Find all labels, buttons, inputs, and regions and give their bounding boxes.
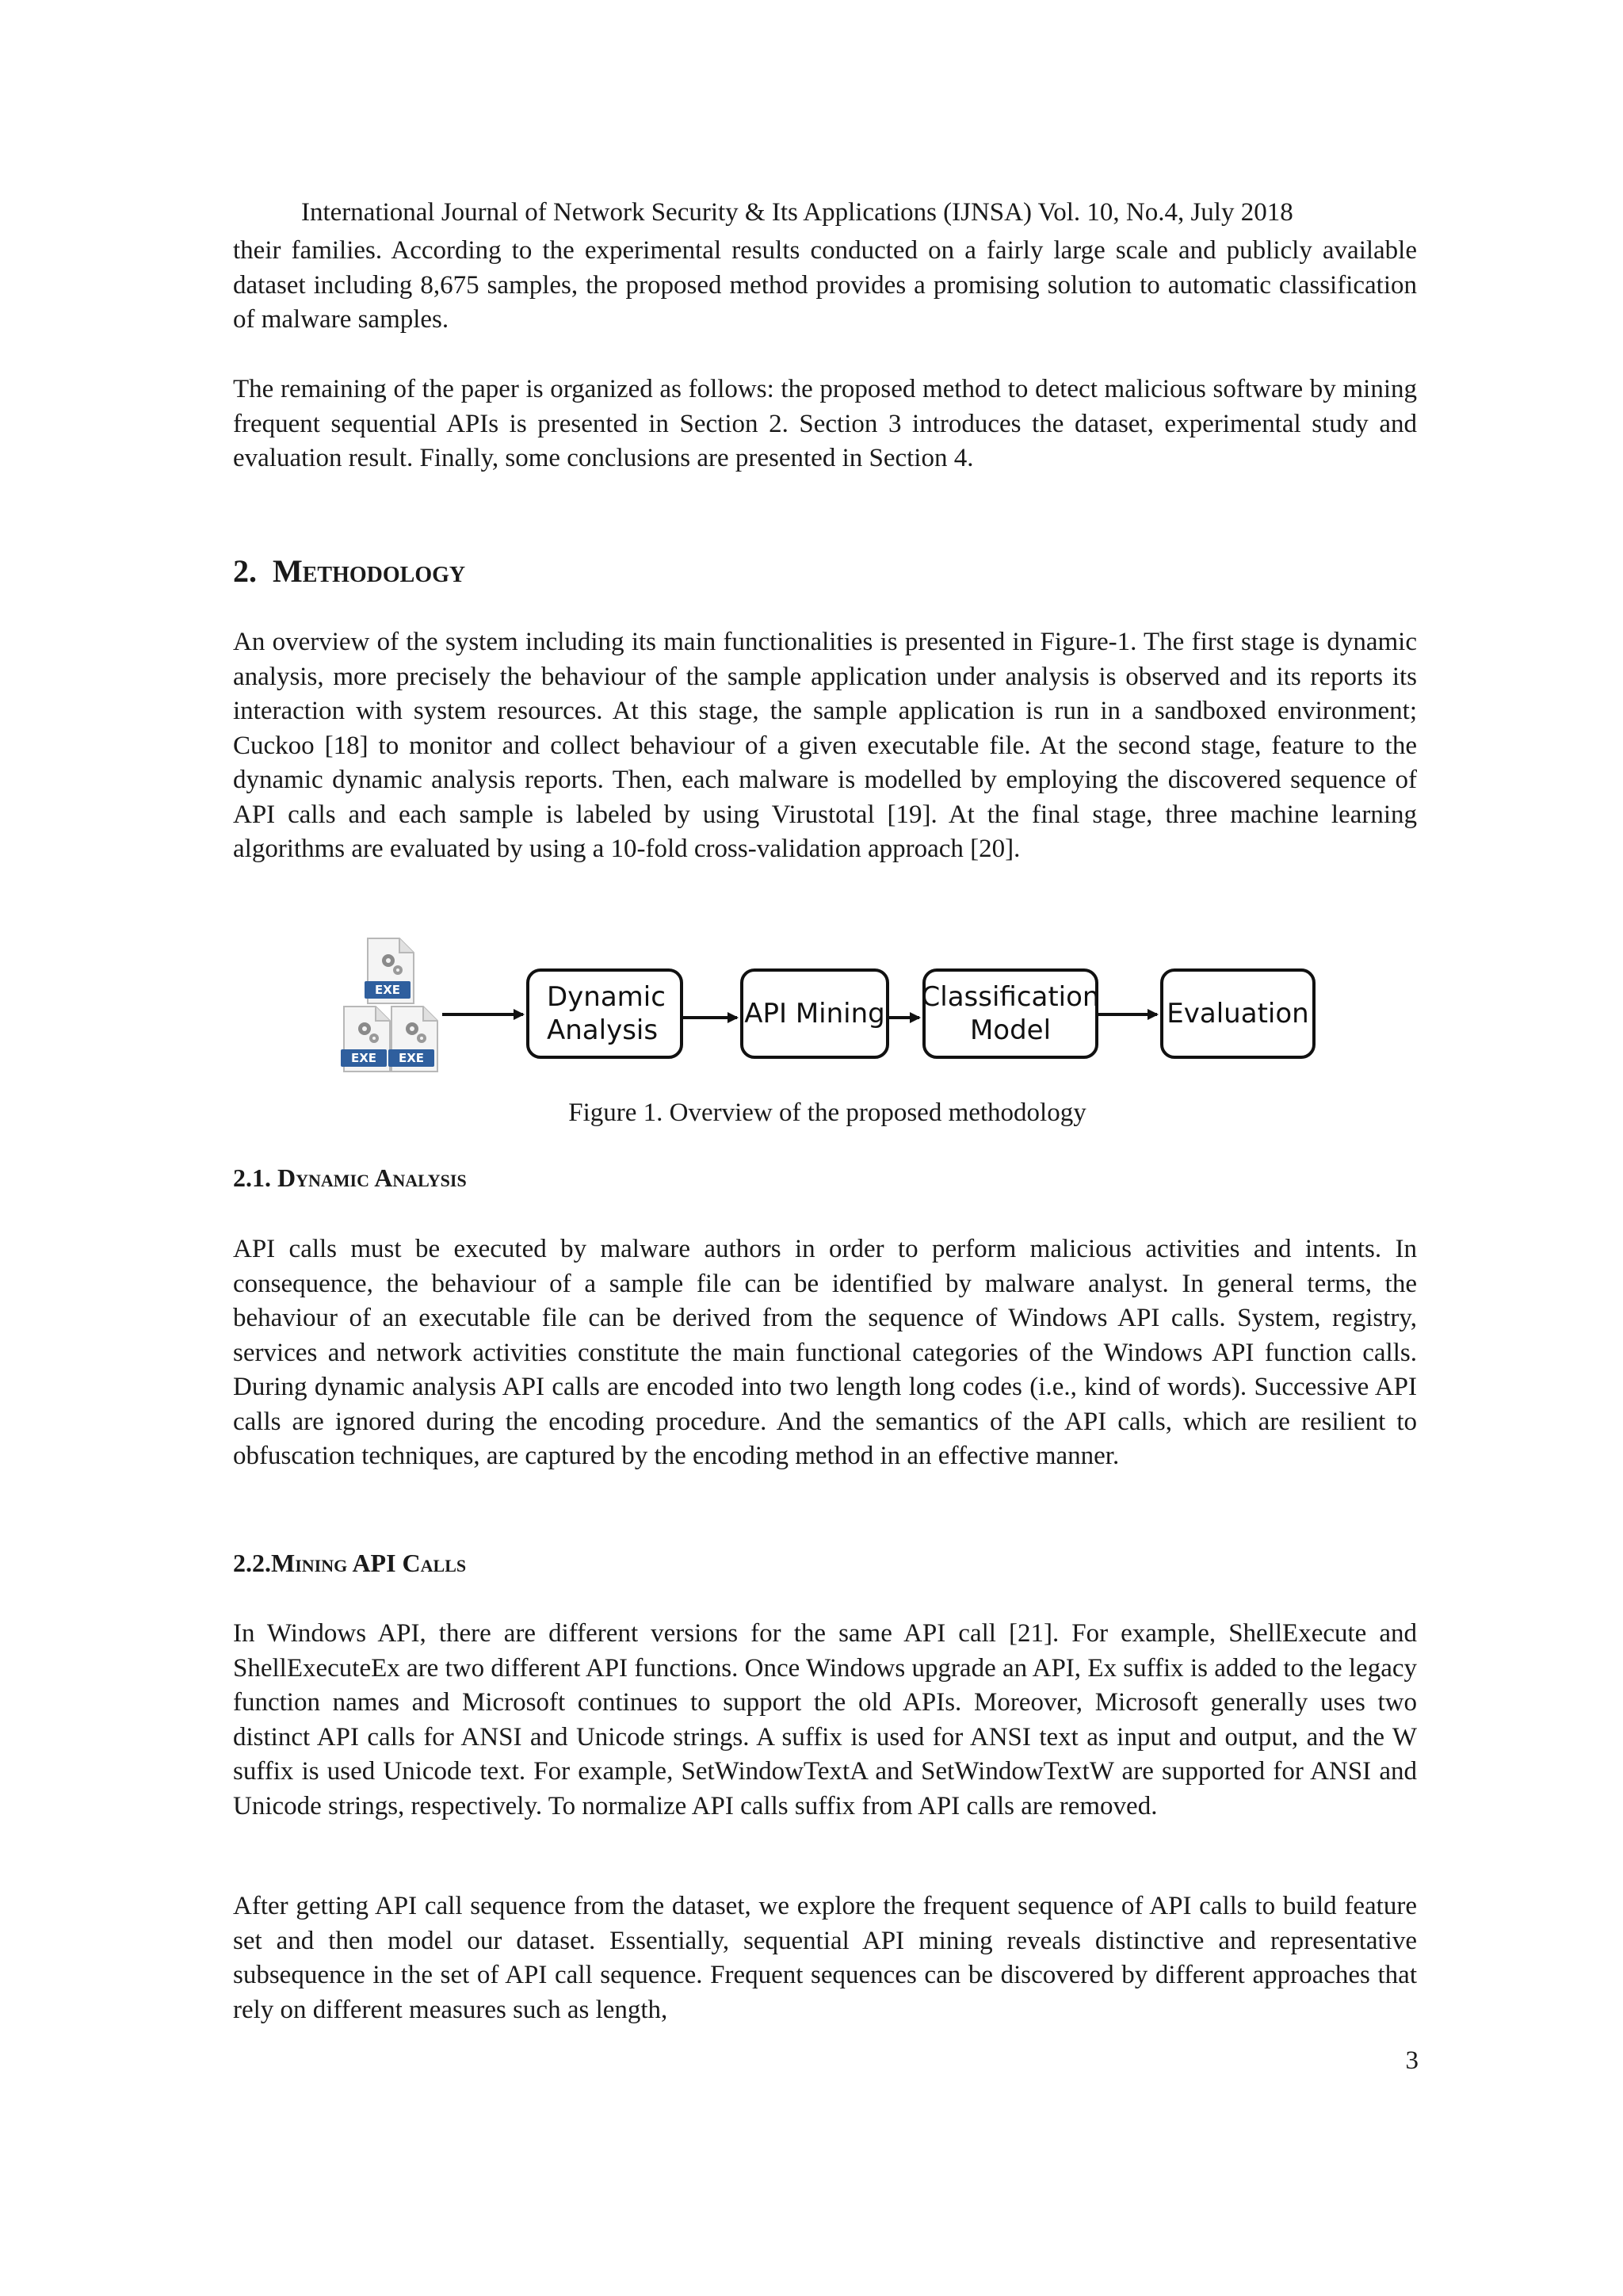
section-title: Mining API Calls — [271, 1549, 467, 1577]
figure-caption: Figure 1. Overview of the proposed methodology — [568, 1098, 1086, 1127]
flow-box-api-mining: API Mining — [740, 968, 889, 1059]
section-heading-methodology — [233, 552, 465, 590]
section-title: Methodology — [273, 553, 466, 589]
flow-box-evaluation: Evaluation — [1160, 968, 1316, 1059]
section-number: 2.2. — [233, 1549, 271, 1577]
figure-1-overview — [333, 927, 1323, 1086]
section-title: Dynamic Analysis — [277, 1163, 467, 1192]
paragraph-organization: The remaining of the paper is organized as follows: the proposed method to detect malicious software by mining frequent sequential APIs is presented in Section 2. Section 3 introduces the dataset, experimental study and evaluation result. Finally, some conclusions are presented in Section 4. — [233, 375, 1417, 472]
flow-box-dynamic-analysis: Dynamic Analysis — [526, 968, 683, 1059]
paragraph-dynamic-analysis: API calls must be executed by malware authors in order to perform malicious activities and intents. In consequence, the behaviour of a sample file can be identified by malware analyst. In general terms, the behaviour of an executable file can be derived from the sequence of Windows API calls. System, registry, services and network activities constitute the main functional categories of the Windows API function calls. During dynamic analysis API calls are encoded into two length long codes (i.e., kind of words). Successive API calls are ignored during the encoding procedure. And the semantics of the API calls, which are resilient to obfuscation techniques, are captured by the encoding method in an effective manner. — [233, 1235, 1417, 1470]
exe-file-icon: EXE — [365, 937, 417, 1005]
section-heading-mining-api-calls — [233, 1547, 466, 1579]
running-header: International Journal of Network Security & Its Applications (IJNSA) Vol. 10, No.4, July 2018 — [301, 198, 1293, 227]
section-number: 2.1. — [233, 1163, 271, 1192]
section-heading-dynamic-analysis — [233, 1162, 467, 1194]
exe-file-icon: EXE — [388, 1005, 441, 1073]
section-number: 2. — [233, 553, 257, 589]
page-number: 3 — [1405, 2046, 1419, 2075]
paragraph-mining-1: In Windows API, there are different versions for the same API call [21]. For example, ShellExecute and ShellExecuteEx are two different API functions. Once Windows upgrade an API, Ex suffix is added to the legacy function names and Microsoft continues to support the old APIs. Moreover, Microsoft generally uses two distinct API calls for ANSI and Unicode strings. A suffix is used for ANSI text as input and output, and the W suffix is used Unicode text. For example, SetWindowTextA and SetWindowTextW are supported for ANSI and Unicode strings, respectively. To normalize API calls suffix from API calls are removed. — [233, 1619, 1417, 1820]
paragraph-methodology: An overview of the system including its main functionalities is presented in Figure-1. The first stage is dynamic analysis, more precisely the behaviour of the sample application under analysis is observed and its reports its interaction with system resources. At this stage, the sample application is run in a sandboxed environment; Cuckoo [18] to monitor and collect behaviour of a given executable file. At the second stage, feature to the dynamic dynamic analysis reports. Then, each malware is modelled by employing the discovered sequence of API calls and each sample is labeled by using Virustotal [19]. At the final stage, three machine learning algorithms are evaluated by using a 10-fold cross-validation approach [20]. — [233, 628, 1417, 863]
flow-box-classification-model: Classification Model — [922, 968, 1098, 1059]
paragraph-intro-end: their families. According to the experimental results conducted on a fairly large scale and publicly available dataset including 8,675 samples, the proposed method provides a promising solution to automatic classification of malware samples. — [233, 236, 1417, 334]
exe-file-icon: EXE — [341, 1005, 393, 1073]
paragraph-mining-2: After getting API call sequence from the dataset, we explore the frequent sequence of API calls to build feature set and then model our dataset. Essentially, sequential API mining reveals distinctive and representative subsequence in the set of API call sequence. Frequent sequences can be discovered by different approaches that rely on different measures such as length, — [233, 1892, 1417, 2024]
